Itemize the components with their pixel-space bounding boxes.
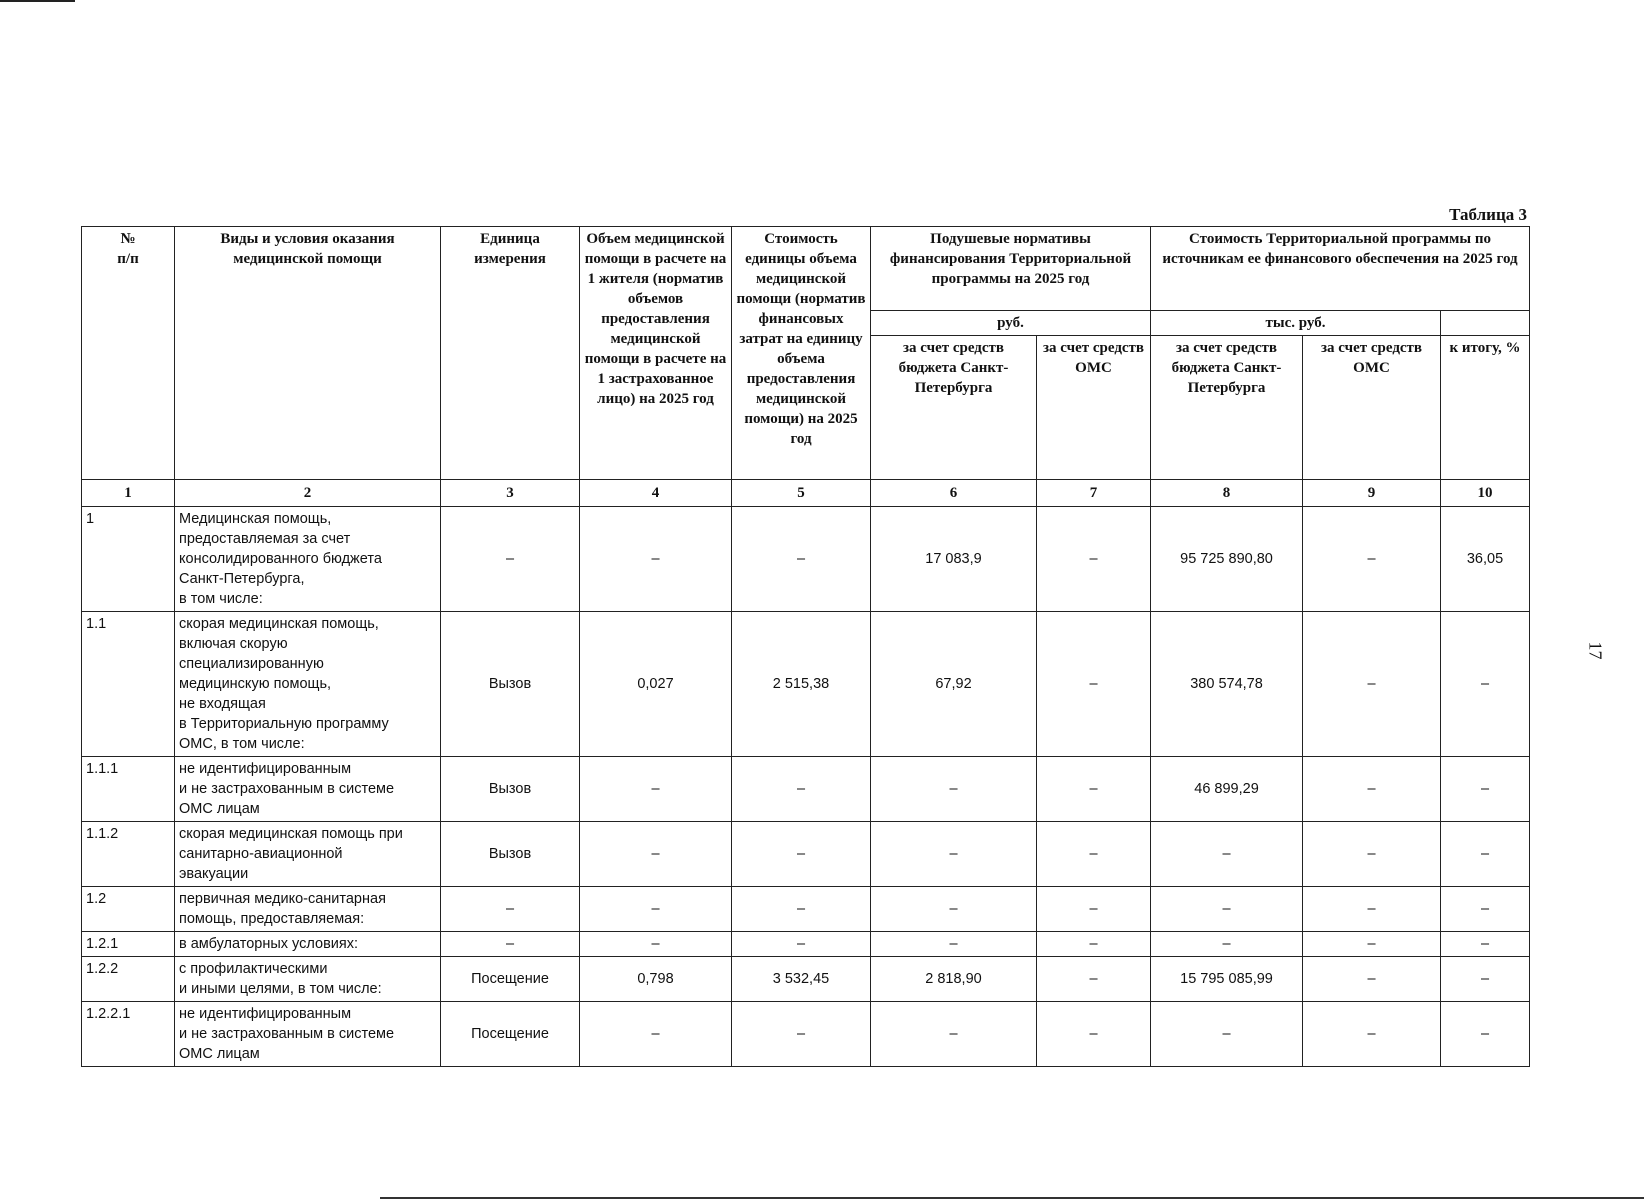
column-number: 2	[175, 480, 441, 507]
row-volume: –	[580, 822, 732, 887]
row-unit: –	[441, 932, 580, 957]
row-percapita-oms: –	[1037, 612, 1151, 757]
page-edge-rule-top	[0, 0, 75, 2]
row-cost-budget: –	[1151, 932, 1303, 957]
row-percent: –	[1441, 957, 1530, 1002]
row-number: 1	[82, 507, 175, 612]
row-number: 1.2.1	[82, 932, 175, 957]
row-cost-budget: 15 795 085,99	[1151, 957, 1303, 1002]
row-percapita-oms: –	[1037, 1002, 1151, 1067]
column-number: 7	[1037, 480, 1151, 507]
column-number: 9	[1303, 480, 1441, 507]
row-percent: 36,05	[1441, 507, 1530, 612]
row-unit-cost: –	[732, 757, 871, 822]
header-group-percapita: Подушевые нормативы финансирования Территориальной программы на 2025 год	[871, 227, 1151, 311]
row-percapita-oms: –	[1037, 932, 1151, 957]
row-unit-cost: –	[732, 932, 871, 957]
row-percapita-oms: –	[1037, 822, 1151, 887]
row-number: 1.2	[82, 887, 175, 932]
row-number: 1.2.2	[82, 957, 175, 1002]
row-unit: Вызов	[441, 822, 580, 887]
column-number: 5	[732, 480, 871, 507]
column-number: 10	[1441, 480, 1530, 507]
row-unit: –	[441, 507, 580, 612]
row-cost-oms: –	[1303, 612, 1441, 757]
row-percent: –	[1441, 822, 1530, 887]
header-col-unit: Единица измерения	[441, 227, 580, 480]
row-percapita-oms: –	[1037, 507, 1151, 612]
page-edge-rule-bottom	[380, 1197, 1644, 1199]
row-percent: –	[1441, 612, 1530, 757]
row-percapita-oms: –	[1037, 757, 1151, 822]
row-cost-budget: –	[1151, 822, 1303, 887]
header-col-volume: Объем медицинской помощи в расчете на 1 жителя (норматив объемов предоставления медицинской помощи в расчете на 1 застрахованное лицо) на 2025 год	[580, 227, 732, 480]
row-cost-budget: –	[1151, 887, 1303, 932]
column-number: 1	[82, 480, 175, 507]
row-percapita-budget: –	[871, 822, 1037, 887]
header-col-cost-oms: за счет средств ОМС	[1303, 336, 1441, 480]
row-volume: 0,798	[580, 957, 732, 1002]
row-volume: –	[580, 507, 732, 612]
row-percent: –	[1441, 887, 1530, 932]
table-row	[82, 612, 1530, 757]
row-unit-cost: –	[732, 887, 871, 932]
row-percapita-oms: –	[1037, 957, 1151, 1002]
row-volume: –	[580, 757, 732, 822]
row-percent: –	[1441, 757, 1530, 822]
row-percapita-budget: 17 083,9	[871, 507, 1037, 612]
row-unit-cost: –	[732, 1002, 871, 1067]
table-caption: Таблица 3	[1449, 205, 1527, 224]
header-col-percapita-oms: за счет средств ОМС	[1037, 336, 1151, 480]
column-number: 3	[441, 480, 580, 507]
row-number: 1.1.2	[82, 822, 175, 887]
row-cost-budget: 95 725 890,80	[1151, 507, 1303, 612]
row-unit-cost: 2 515,38	[732, 612, 871, 757]
row-percapita-budget: 2 818,90	[871, 957, 1037, 1002]
page-number: 17	[1585, 641, 1606, 660]
row-unit: Вызов	[441, 612, 580, 757]
row-percapita-budget: 67,92	[871, 612, 1037, 757]
row-number: 1.1	[82, 612, 175, 757]
row-cost-oms: –	[1303, 757, 1441, 822]
row-unit-cost: –	[732, 822, 871, 887]
row-volume: –	[580, 932, 732, 957]
row-name: первичная медико-санитарная помощь, предоставляемая:	[175, 887, 441, 932]
row-unit-cost: 3 532,45	[732, 957, 871, 1002]
row-name: не идентифицированным и не застрахованным в системе ОМС лицам	[175, 1002, 441, 1067]
row-percapita-budget: –	[871, 887, 1037, 932]
row-volume: 0,027	[580, 612, 732, 757]
row-cost-oms: –	[1303, 932, 1441, 957]
header-unit-rub: руб.	[871, 311, 1151, 336]
row-unit: –	[441, 887, 580, 932]
row-cost-budget: 46 899,29	[1151, 757, 1303, 822]
header-group-program-cost: Стоимость Территориальной программы по источникам ее финансового обеспечения на 2025 год	[1151, 227, 1530, 311]
table-row	[82, 957, 1530, 1002]
row-name: не идентифицированным и не застрахованным в системе ОМС лицам	[175, 757, 441, 822]
row-percapita-oms: –	[1037, 887, 1151, 932]
header-col-percapita-budget: за счет средств бюджета Санкт-Петербурга	[871, 336, 1037, 480]
row-name: скорая медицинская помощь при санитарно-авиационной эвакуации	[175, 822, 441, 887]
row-number: 1.1.1	[82, 757, 175, 822]
row-percapita-budget: –	[871, 932, 1037, 957]
row-cost-oms: –	[1303, 507, 1441, 612]
header-unit-thousand-rub: тыс. руб.	[1151, 311, 1441, 336]
column-number: 6	[871, 480, 1037, 507]
column-number-row	[82, 480, 1530, 507]
header-unit-blank	[1441, 311, 1530, 336]
table-body	[82, 507, 1530, 1067]
row-name: скорая медицинская помощь, включая скорую специализированную медицинскую помощь, не входящая в Территориальную программу ОМС, в том числе:	[175, 612, 441, 757]
table-row	[82, 1002, 1530, 1067]
table-row	[82, 822, 1530, 887]
row-number: 1.2.2.1	[82, 1002, 175, 1067]
header-col-number: № п/п	[82, 227, 175, 480]
header-col-type: Виды и условия оказания медицинской помощи	[175, 227, 441, 480]
row-percent: –	[1441, 932, 1530, 957]
header-col-cost-budget: за счет средств бюджета Санкт-Петербурга	[1151, 336, 1303, 480]
row-name: Медицинская помощь, предоставляемая за счет консолидированного бюджета Санкт-Петербурга, в том числе:	[175, 507, 441, 612]
column-number: 4	[580, 480, 732, 507]
financing-table	[81, 226, 1530, 1067]
row-unit-cost: –	[732, 507, 871, 612]
row-unit: Посещение	[441, 1002, 580, 1067]
row-volume: –	[580, 887, 732, 932]
row-name: с профилактическими и иными целями, в том числе:	[175, 957, 441, 1002]
row-cost-budget: 380 574,78	[1151, 612, 1303, 757]
row-unit: Вызов	[441, 757, 580, 822]
row-percapita-budget: –	[871, 1002, 1037, 1067]
table-row	[82, 932, 1530, 957]
row-name: в амбулаторных условиях:	[175, 932, 441, 957]
table-row	[82, 507, 1530, 612]
header-col-percent: к итогу, %	[1441, 336, 1530, 480]
row-percapita-budget: –	[871, 757, 1037, 822]
table-row	[82, 887, 1530, 932]
row-cost-oms: –	[1303, 887, 1441, 932]
column-number: 8	[1151, 480, 1303, 507]
table-row	[82, 757, 1530, 822]
row-volume: –	[580, 1002, 732, 1067]
row-percent: –	[1441, 1002, 1530, 1067]
header-col-unit-cost: Стоимость единицы объема медицинской помощи (норматив финансовых затрат на единицу объема предоставления медицинской помощи) на 2025 год	[732, 227, 871, 480]
row-unit: Посещение	[441, 957, 580, 1002]
row-cost-budget: –	[1151, 1002, 1303, 1067]
row-cost-oms: –	[1303, 822, 1441, 887]
row-cost-oms: –	[1303, 957, 1441, 1002]
row-cost-oms: –	[1303, 1002, 1441, 1067]
